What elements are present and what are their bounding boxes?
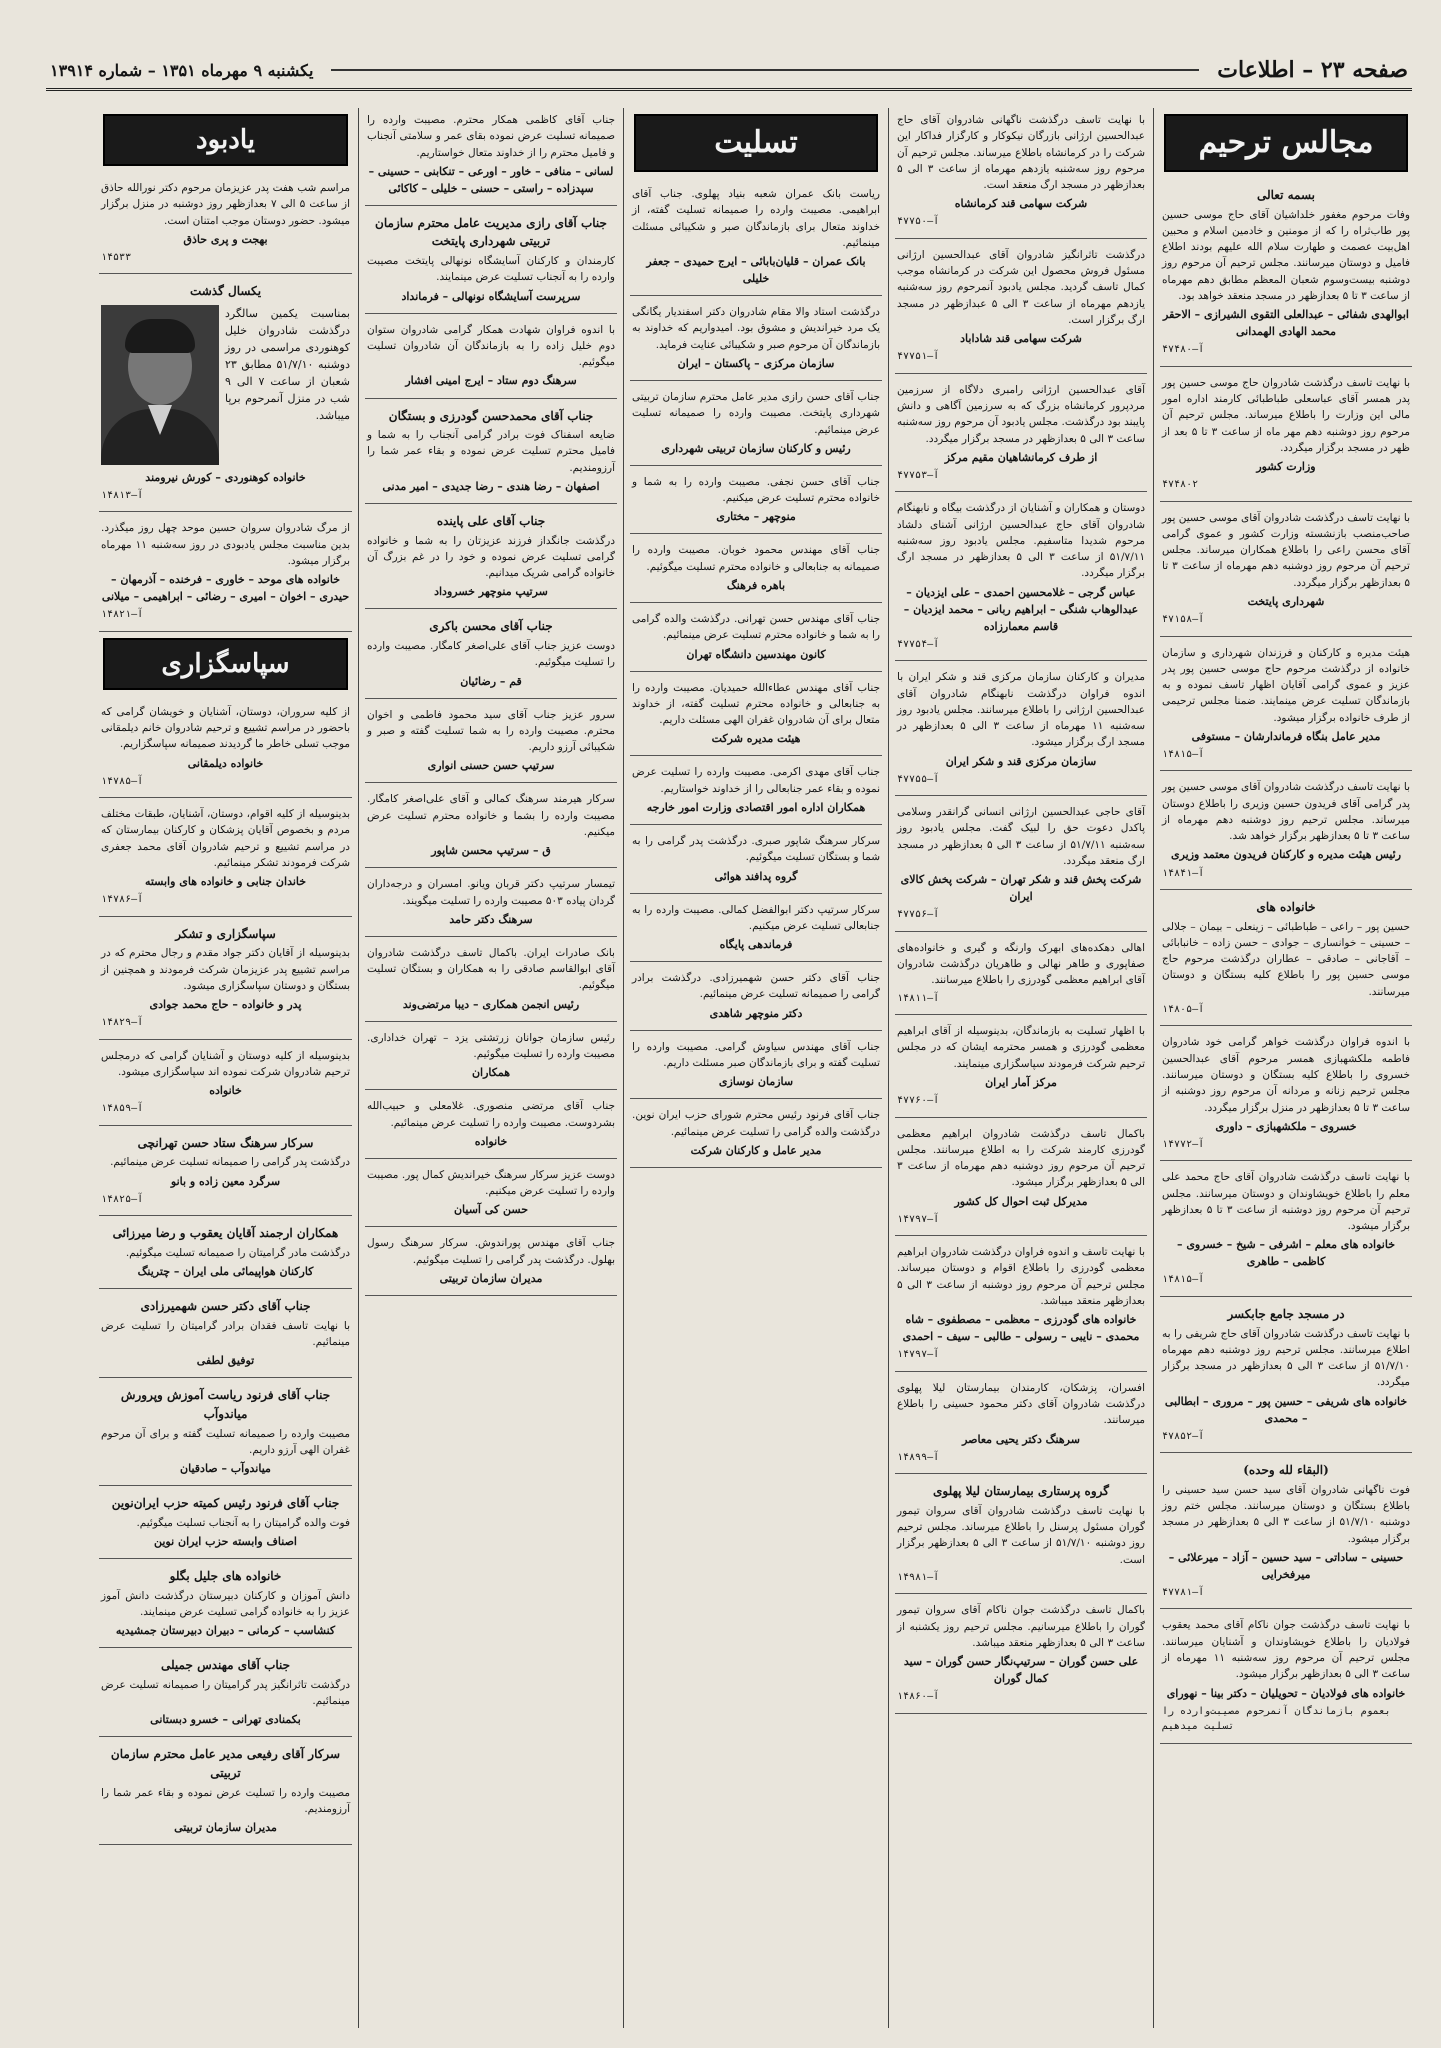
notice-item <box>99 516 352 631</box>
notice-body: درگذشت استاد والا مقام شادروان دکتر اسفندیار یگانگی یک مرد خیراندیش و مشوق بود. امیدواریم که خداوند به بازماندگان آن مرحوم صبر و شکیبائی عنایت فرماید. <box>632 306 880 351</box>
notice-code: بعموم بازماندگان آنمرحوم مصیبت‌وارده را تسلیت میدهیم <box>1162 1705 1391 1733</box>
column-4 <box>358 108 623 2028</box>
notice-body: جناب آقای مرتضی منصوری. غلامعلی و حبیب‌الله بشردوست. مصیبت وارده را تسلیت عرض مینمائیم. <box>367 1100 615 1129</box>
notice-body: باکمال تاسف درگذشت جوان ناکام آقای سروان تیمور گوران را باطلاع میرسانیم. مجلس ترحیم روز یکشنبه از ساعت ۳ الی ۵ بعدازظهر منعقد میباشد. <box>897 1604 1145 1649</box>
notice-signature: سرتیپ منوچهر خسروداد <box>434 585 548 599</box>
notice-signature: ق – سرتیپ محسن شاپور <box>431 844 551 858</box>
notice-title: جناب آقای رازی مدیریت عامل محترم سازمان تربیتی شهرداری پایتخت <box>375 215 607 249</box>
notice-item <box>630 385 882 466</box>
notice-item <box>630 1103 882 1168</box>
notice-body: بدینوسیله از آقایان دکتر جواد مقدم و رجال محترم که در مراسم تشییع پدر عزیزمان شرکت فرمودند و همچنین از بستگان و دوستان سپاسگزاری میشود. <box>101 947 350 992</box>
notice-item <box>1160 1301 1412 1453</box>
notice-signature: همکاران اداره امور اقتصادی وزارت امور خارجه <box>646 800 866 814</box>
notice-code: آ–۱۴۷۹۷ <box>897 1213 940 1225</box>
header-tasliat: تسلیت <box>634 114 878 172</box>
notice-body: دوست عزیز سرکار سرهنگ خیراندیش کمال پور. مصیبت وارده را تسلیت عرض میکنیم. <box>367 1168 615 1198</box>
notice-item <box>365 403 617 504</box>
notice-item <box>1160 1165 1412 1297</box>
column-majales-tarhim <box>1153 108 1418 2028</box>
notice-body: وفات مرحوم مغفور خلداشیان آقای حاج موسی حسین پور طاب‌ثراه را که از مومنین و خادمین اسلام و محبین اهل‌بیت عصمت و طهارت سلام الله علیهم بودند اطلاع فامیل و دوستان میرسانند. مجلس ترحیم آن مرحوم روز دوشنبه بیست‌وسوم شعبان المعظم مطابق دهم مهرماه از ساعت ۳ تا ۵ بعدازظهر در مسجد منعقد خواهد بود. <box>1162 208 1410 302</box>
notice-item <box>1160 1030 1412 1161</box>
notice-item <box>1160 1613 1412 1743</box>
notice-body: سرور عزیز جناب آقای سید محمود فاطمی و اخوان محترم. مصیبت وارده را به شما تسلیت گفته و صبر و شکیبائی آرزو داریم. <box>367 708 615 754</box>
portrait-block <box>101 305 350 465</box>
notice-signature: کارکنان هواپیمائی ملی ایران – چترینگ <box>137 1265 314 1279</box>
notice-item <box>99 176 352 274</box>
notice-body: فوت والده گرامیتان را به آنجناب تسلیت میگوئیم. <box>136 1516 350 1529</box>
notice-code: آ–۴۷۷۵۵ <box>897 773 940 785</box>
notice-body: از مرگ شادروان سروان حسین موحد چهل روز میگذرد. بدین مناسبت مجلس یادبودی در روز سه‌شنبه ۱۱ مهرماه برگزار میشود. <box>101 522 350 568</box>
notice-title: جناب آقای محمدحسن گودرزی و بستگان <box>388 408 594 423</box>
notice-signature: همکاران <box>471 1066 511 1080</box>
notice-item <box>1160 1457 1412 1609</box>
notice-item <box>630 538 882 603</box>
notice-body: مدیران و کارکنان سازمان مرکزی قند و شکر ایران با اندوه فراوان درگذشت نابهنگام شادروان آقای عبدالحسین ارژانی را باطلاع میرسانند. مجلس یادبود روز سه‌شنبه ۱۱ مهرماه از ساعت ۳ الی ۵ بعدازظهر در مسجد ارگ برگزار میشود. <box>897 671 1146 749</box>
notice-item <box>365 108 617 206</box>
notice-signature: از طرف کرمانشاهیان مقیم مرکز <box>944 450 1098 464</box>
notice-item <box>1160 506 1412 637</box>
notice-item <box>630 607 882 672</box>
notice-body: اهالی دهکده‌های ابهرک وارنگه و گیری و خانواده‌های صفاپوری و طاهر نهالی و طاهریان درگذشت شادروان آقای ابراهیم معظمی گودرزی را باطلاع میرسانند. <box>897 941 1145 987</box>
notice-item <box>895 800 1147 932</box>
notice-signature: سرپرست آسایشگاه نونهالی – فرمانداد <box>401 289 581 303</box>
notice-item <box>365 318 617 399</box>
notice-signature: حسینی – ساداتی – سید حسین – آزاد – میرعلائی – میرفخرایی <box>1168 1550 1404 1581</box>
notice-body: درگذشت جانگداز فرزند عزیزتان را به شما و خانواده گرامی تسلیت عرض نموده و خود را در غم بزرگ آن خانواده گرامی شریک میدانیم. <box>367 534 615 580</box>
notice-code: آ–۴۷۴۸۰ <box>1162 344 1205 356</box>
notice-item <box>630 676 882 757</box>
notice-signature: مدیران سازمان تربیتی <box>174 1821 277 1835</box>
notice-body: باکمال تاسف درگذشت شادروان ابراهیم معظمی گودرزی کارمند شرکت را به اطلاع میرسانند. مجلس ترحیم آن مرحوم روز دوشنبه دهم مهرماه از ساعت ۳ الی ۵ بعدازظهر برگزار میشود. <box>897 1127 1145 1189</box>
notice-body: بمناسبت یکمین سالگرد درگذشت شادروان خلیل کوهنوردی مراسمی در روز دوشنبه ۵۱/۷/۱۰ مطابق ۲۳ شعبان از ساعت ۷ الی ۹ شب در منزل آنمرحوم برپا میباشد. <box>225 306 350 423</box>
notice-title: خانواده های <box>1256 900 1316 915</box>
notice-title: در مسجد جامع جابکسر <box>1227 1306 1345 1321</box>
notice-body: مصیبت وارده را تسلیت عرض نموده و بقاء عمر شما را آرزومندیم. <box>101 1786 350 1815</box>
notice-item <box>895 1478 1147 1594</box>
notice-body: جناب آقای مهندس حسن تهرانی. درگذشت والده گرامی را به شما و خانواده محترم تسلیت عرض مینمائیم. <box>632 613 880 642</box>
notice-signature: شهرداری پایتخت <box>1247 594 1325 608</box>
notice-signature: کنشاسب – کرمانی – دبیران دبیرستان جمشیدیه <box>115 1624 336 1638</box>
notice-item <box>630 182 882 296</box>
notice-code: آ–۱۴۷۸۵ <box>101 775 144 787</box>
notice-code: آ–۴۷۷۸۱ <box>1162 1586 1205 1598</box>
notice-item <box>99 921 352 1040</box>
notice-body: جناب آقای حسن نجفی. مصیبت وارده را به شما و خانواده محترم تسلیت عرض میکنیم. <box>632 475 880 505</box>
notice-signature: خاندان جنابی و خانواده های وابسته <box>144 875 307 889</box>
notice-item <box>99 1652 352 1737</box>
notice-title: سپاسگزاری و تشکر <box>175 926 276 941</box>
notice-signature: لسانی – منافی – خاور – اورعی – تنکابنی – حسینی – سپدزاده – راستی – حسنی – خلیلی – کاکائی <box>368 164 614 195</box>
notice-signature: خانواده های گودرزی – معظمی – مصطفوی – شاه محمدی – نایبی – رسولی – طالبی – سیف – احمدی <box>902 1313 1140 1344</box>
notice-signature: باهره فرهنگ <box>726 578 786 592</box>
notice-signature: خانواده دیلمقانی <box>187 756 264 770</box>
notice-code: آ–۱۴۸۲۹ <box>101 1017 144 1029</box>
notice-item <box>1160 182 1412 367</box>
notice-item <box>365 613 617 698</box>
issue-date-label: یکشنبه ۹ مهرماه ۱۳۵۱ – شماره ۱۳۹۱۴ <box>50 60 314 80</box>
notice-title: جناب آقای مهندس جمیلی <box>160 1658 291 1673</box>
notice-item <box>365 210 617 314</box>
notice-body: با نهایت تاسف درگذشت شادروان آقای حاج شریفی را به اطلاع میرسانند. مجلس ترحیم روز دوشنبه دهم مهرماه ۵۱/۷/۱۰ از ساعت ۳ الی ۵ بعدازظهر در مسجد برگزار میگردد. <box>1162 1327 1410 1389</box>
notice-item <box>895 1598 1147 1713</box>
notice-item <box>99 278 352 512</box>
notice-signature: رئیس هیئت مدیره و کارکنان فریدون معتمد وزیری <box>1170 848 1402 862</box>
notice-body: با نهایت تاسف درگذشت جوان ناکام آقای محمد یعقوب فولادیان را باطلاع خویشاوندان و آشنایان میرسانند. مجلس ترحیم آن مرحوم روز سه‌شنبه ۱۱ مهرماه از ساعت ۳ الی ۵ بعدازظهر برگزار میشود. <box>1162 1619 1410 1681</box>
notice-signature: شرکت سهامی قند شاداباد <box>960 332 1082 346</box>
notice-signature: سرگرد معین زاده و بانو <box>170 1174 281 1188</box>
notice-title: گروه پرستاری بیمارستان لیلا پهلوی <box>933 1484 1109 1499</box>
notice-signature: سازمان مرکزی – پاکستان – ایران <box>677 356 835 370</box>
notice-body: آقای عبدالحسین ارژانی رامبری دلاگاه از سرزمین مردپرور کرمانشاه بزرگ که به سرزمین آگاهی و دانش پایبند بود درگذشت. مجلس یادبود آن مرحوم روز سه‌شنبه ساعت ۳ الی ۵ بعدازظهر در مسجد برگزار میگردد. <box>897 383 1145 445</box>
notice-body: کارمندان و کارکنان آسایشگاه نونهالی پایتخت مصیبت وارده را به آنجناب تسلیت عرض مینمایند. <box>367 255 615 284</box>
notice-code: آ–۱۴۸۱۵ <box>1162 748 1205 760</box>
notice-signature: مدیر عامل و کارکنان شرکت <box>690 1143 822 1157</box>
notice-signature: علی حسن گوران – سرتیپ‌نگار حسن گوران – سید کمال گوران <box>903 1655 1139 1686</box>
notice-body: درگذشت پدر گرامی را صمیمانه تسلیت عرض مینمائیم. <box>110 1156 350 1169</box>
notice-body: تیمسار سرتیپ دکتر قربان ویانو. امسران و درجه‌داران گردان پیاده ۵۰۳ مصیبت وارده را تسلیت میگویند. <box>367 878 615 907</box>
notice-item <box>99 802 352 917</box>
notice-body: ریاست بانک عمران شعبه بنیاد پهلوی. جناب آقای ابراهیمی. مصیبت وارده را صمیمانه تسلیت گفته، از خداوند متعال برای بازماندگان صبر و شکیبائی مسئلت مینمائیم. <box>632 188 880 249</box>
notice-signature: مدیر عامل بنگاه فرماندارشان – مستوفی <box>1191 729 1381 743</box>
notice-body: سرکار سرهنگ شاپور صبری. درگذشت پدر گرامی را به شما و بستگان تسلیت میگوئیم. <box>632 835 880 864</box>
notice-signature: مدیرکل ثبت احوال کل کشور <box>954 1194 1088 1208</box>
notice-code: آ–۴۷۷۵۳ <box>897 469 940 481</box>
notice-list <box>99 176 352 1845</box>
notice-title: یکسال گذشت <box>189 284 262 299</box>
notice-item <box>99 1382 352 1486</box>
notice-title: جناب آقای فرنود رئیس کمیته حزب ایران‌نوین <box>111 1496 340 1511</box>
notice-list <box>1160 182 1412 1744</box>
notice-item <box>895 1240 1147 1372</box>
notice-body: درگذشت مادر گرامیتان را صمیمانه تسلیت میگوئیم. <box>125 1246 350 1259</box>
notice-title: (البقاء لله وحده) <box>1243 1463 1329 1478</box>
column-tasliat <box>623 108 888 2028</box>
notice-body: از کلیه سروران، دوستان، آشنایان و خویشان گرامی که باحضور در مراسم تشییع و ترحیم شادروان خانم دیلمقانی موجب تسلی خاطر ما گردیدند صمیمانه سپاسگزاریم. <box>101 705 350 751</box>
notice-body: بدینوسیله از کلیه اقوام، دوستان، آشنایان، طبقات مختلف مردم و بخصوص آقایان پزشکان و کارکنان بیمارستان که در مراسم تشییع و ترحیم شادروان آقای محمد جعفری شرکت فرمودند تشکر مینمائیم. <box>101 808 350 870</box>
notice-body: درگذشت تاثرانگیز شادروان آقای عبدالحسین ارژانی مسئول فروش محصول این شرکت در کرمانشاه موجب کمال تاسف گردید. مجلس یادبود آنمرحوم روز سه‌شنبه یازدهم مهرماه از ساعت ۳ الی ۵ عبدازظهر در مسجد ارگ برگزار است. <box>897 248 1146 326</box>
notice-body: مراسم شب هفت پدر عزیزمان مرحوم دکتر نورالله حاذق از ساعت ۵ الی ۷ بعدازظهر روز دوشنبه در منزل برگزار میشود. حضور دوستان موجب امتنان است. <box>101 182 350 227</box>
notice-code: آ–۱۴۸۵۹ <box>101 1103 144 1115</box>
notice-code: آ–۴۷۱۵۸ <box>1162 614 1205 626</box>
notice-title: جناب آقای دکتر حسن شهمیرزادی <box>140 1299 311 1314</box>
notice-item <box>99 1220 352 1289</box>
notice-item <box>99 1130 352 1216</box>
notice-code: آ–۴۷۷۵۰ <box>897 216 940 228</box>
notice-body: جناب آقای مهدی اکرمی. مصیبت وارده را تسلیت عرض نموده و بقاء عمر جنابعالی را از خداوند خواستاریم. <box>632 766 880 795</box>
notice-body: رئیس سازمان جوانان زرتشتی یزد – تهران خداداری. مصیبت وارده را تسلیت میگوئیم. <box>367 1031 615 1060</box>
notice-item <box>895 936 1147 1015</box>
notice-item <box>99 1741 352 1845</box>
header-yadbood: یادبود <box>103 114 348 166</box>
notice-body: بدینوسیله از کلیه دوستان و آشنایان گرامی که درمجلس ترحیم شادروان شرکت نموده اند سپاسگزاری میشود. <box>101 1049 350 1079</box>
notice-list <box>895 108 1147 1714</box>
notice-signature: خانواده <box>209 1084 242 1098</box>
notice-code: آ–۱۴۷۷۲ <box>1162 1138 1205 1150</box>
notice-signature: وزارت کشور <box>1256 460 1316 474</box>
notice-code: آ–۴۷۸۵۲ <box>1162 1430 1205 1442</box>
notice-item <box>895 108 1147 239</box>
notice-code: آ–۱۴۸۱۵ <box>1162 1274 1205 1286</box>
notice-signature: قم – رضائیان <box>460 674 522 688</box>
notice-body: حسین پور – راعی – طباطبائی – زینعلی – بیمان – جلالی – حسینی – خوانساری – جوادی – حسن زاده – خانبابائی – آقاجانی – صادقی – عطاران درگذشت مرحوم حاج موسی حسین پور را باطلاع کلیه بستگان و دوستان میرسانند. <box>1162 920 1410 998</box>
page-number-label: صفحه ۲۳ – اطلاعات <box>1217 57 1408 83</box>
notice-title: جناب آقای محسن باکری <box>429 619 553 634</box>
notice-item <box>630 760 882 825</box>
notice-title: خانواده های جلیل بگلو <box>169 1569 282 1583</box>
notice-code: آ–۱۴۸۱۱ <box>897 992 940 1004</box>
notice-item <box>99 1563 352 1648</box>
notice-body: جناب آقای فرنود رئیس محترم شورای حزب ایران نوین. درگذشت والده گرامی را تسلیت عرض مینمائیم. <box>632 1109 880 1138</box>
notice-code: آ–۱۴۷۸۶ <box>101 894 144 906</box>
notice-item <box>99 1490 352 1559</box>
notice-item <box>365 1026 617 1091</box>
masthead-rule <box>331 69 1199 71</box>
notice-code: آ–۴۷۷۶۰ <box>897 1095 940 1106</box>
notice-item <box>630 966 882 1031</box>
notice-body: مصیبت وارده را صمیمانه تسلیت گفته و برای آن مرحوم غفران الهی آرزو داریم. <box>101 1427 350 1456</box>
notice-signature: سرهنگ دوم ستاد – ایرج امینی افشار <box>405 374 577 388</box>
notice-signature: مدیران سازمان تربیتی <box>439 1271 543 1285</box>
notice-item <box>365 941 617 1022</box>
notice-code: آ–۴۷۷۵۴ <box>897 638 940 650</box>
notice-body: جناب آقای مهندس محمود خوبان. مصیبت وارده را صمیمانه به جنابعالی و خانواده محترم تسلیت میگوئیم. <box>632 544 880 573</box>
notice-item <box>1160 775 1412 890</box>
notice-body: افسران، پزشکان، کارمندان بیمارستان لیلا پهلوی درگذشت شادروان آقای دکتر محمود حسینی را باطلاع میرسانند. <box>897 1381 1145 1427</box>
notice-item <box>1160 641 1412 772</box>
notice-title: سرکار آقای رفیعی مدیر عامل محترم سازمان تربیتی <box>110 1747 341 1780</box>
notice-body: بانک صادرات ایران. باکمال تاسف درگذشت شادروان آقای ابوالقاسم صادقی را به همکاران و بستگان تسلیت میگوئیم. <box>367 946 615 992</box>
notice-code: آ–۱۴۸۴۱ <box>1162 867 1205 879</box>
notice-signature: اصناف وابسته حزب ایران نوین <box>154 1534 297 1548</box>
column-yadbood <box>93 108 358 2028</box>
notice-item <box>365 508 617 609</box>
notice-signature: خانواده های معلم – اشرفی – شیخ – خسروی – کاظمی – طاهری <box>1176 1238 1395 1269</box>
notice-body: با نهایت تاسف و اندوه فراوان درگذشت شادروان ابراهیم معظمی گودرزی را باطلاع اقوام و دوستان میرساند. مجلس ترحیم آن مرحوم روز دوشنبه از ساعت ۳ الی ۵ بعدازظهر منعقد میباشد. <box>897 1246 1145 1307</box>
notice-item <box>365 872 617 937</box>
notice-body: سرکار سرتیپ دکتر ابوالفضل کمالی. مصیبت وارده را به جنابعالی تسلیت عرض میکنیم. <box>632 903 880 932</box>
notice-body: فوت ناگهانی شادروان آقای سید حسن سید حسینی را باطلاع بستگان و دوستان میرسانند. مجلس ختم روز دوشنبه ۵۱/۷/۱۰ از ساعت ۳ الی ۵ بعدازظهر در مسجد برگزار میشود. <box>1162 1483 1411 1545</box>
notice-signature: هیئت مدیره شرکت <box>711 732 801 746</box>
notice-title: بسمه تعالی <box>1256 188 1316 202</box>
notice-item <box>630 470 882 535</box>
notice-body: درگذشت تاثرانگیز پدر گرامیتان را صمیمانه تسلیت عرض مینمائیم. <box>101 1678 350 1708</box>
notice-body: با اظهار تسلیت به بازماندگان، بدینوسیله از آقای ابراهیم معظمی گودرزی و همسر محترمه ایشان که در مجلس ترحیم شرکت فرمودند سپاسگزاری مینمایند. <box>897 1025 1145 1070</box>
notice-body: جناب آقای مهندس پوراندوش. سرکار سرهنگ رسول بهلول. درگذشت پدر گرامی را تسلیت میگوئیم. <box>367 1237 615 1266</box>
notice-title: سرکار سرهنگ ستاد حسن تهرانچی <box>137 1135 314 1150</box>
notice-body: جناب آقای حسن رازی مدیر عامل محترم سازمان تربیتی شهرداری پایتخت. مصیبت وارده را صمیمانه تسلیت عرض مینمائیم. <box>632 391 880 436</box>
notice-item <box>895 1122 1147 1237</box>
notice-code: ۱۴۵۳۳ <box>101 251 132 263</box>
notice-body: جناب آقای مهندس عطاءالله حمیدیان. مصیبت وارده را به جنابعالی و خانواده محترم تسلیت گفته، از خداوند متعال برای آن شادروان غفران الهی مسئلت داریم. <box>632 681 880 727</box>
notice-item <box>365 703 617 784</box>
notice-signature: کانون مهندسین دانشگاه تهران <box>686 647 826 661</box>
notice-title: همکاران ارجمند آقایان یعقوب و رضا میرزائی <box>112 1226 339 1241</box>
notice-code: آ–۴۷۷۵۱ <box>897 351 940 363</box>
notice-signature: فرماندهی پایگاه <box>719 938 793 952</box>
masthead <box>46 52 1412 91</box>
notice-body: آقای حاجی عبدالحسین ارژانی انسانی گرانقدر وسلامی پاکدل دعوت حق را لبیک گفت. مجلس یادبود روز سه‌شنبه ۵۱/۷/۱۱ از ساعت ۳ الی ۵ بعدازظهر در مسجد ارگ منعقد میگردد. <box>897 806 1145 867</box>
notice-signature: رئیس انجمن همکاری – دیبا مرتضی‌وند <box>402 997 580 1011</box>
notice-item <box>630 829 882 894</box>
notice-body: با نهایت تاسف درگذشت ناگهانی شادروان آقای حاج عبدالحسین ارژانی بازرگان نیکوکار و کارگزار فداکار این شرکت را در کرمانشاه باطلاع میرساند. مجلس ترحیم آن مرحوم روز سه‌شنبه یازدهم مهرماه از ساعت ۳ الی ۵ بعدازظهر در مسجد ارگ منعقد است. <box>897 114 1145 192</box>
notice-signature: خانواده های فولادیان – تحویلیان – دکتر بینا – نهورای <box>1166 1686 1406 1700</box>
notice-signature: شرکت پخش قند و شکر تهران – شرکت پخش کالای ایران <box>900 873 1142 904</box>
notice-body: با نهایت تاسف درگذشت شادروان آقای موسی حسین پور پدر گرامی آقای فریدون حسین وزیری را باطلاع دوستان میرساند. مجلس ترحیم روز دوشنبه دهم مهرماه از ساعت ۳ تا ۵ بعدازظهر برگزار خواهد شد. <box>1161 781 1410 843</box>
notice-body: با نهایت تاسف درگذشت شادروان آقای حاج محمد علی معلم را باطلاع خویشاوندان و دوستان میرسانند. مجلس ترحیم آن مرحوم روز دوشنبه از ساعت ۳ تا ۵ بعدازظهر برگزار میشود. <box>1162 1171 1410 1233</box>
notice-signature: بانک عمران – قلیان‌بابائی – ایرج حمیدی – جعفر خلیلی <box>646 255 866 286</box>
notice-body: دانش آموزان و کارکنان دبیرستان درگذشت دانش آموز عزیز را به خانواده گرامی تسلیت عرض مینمایند. <box>101 1589 350 1618</box>
column-2 <box>888 108 1153 2028</box>
notice-title: جناب آقای علی پاینده <box>436 513 546 528</box>
header-majales-tarhim: مجالس ترحیم <box>1164 114 1408 172</box>
notice-code: آ–۱۴۸۹۹ <box>897 1451 940 1463</box>
notice-item <box>895 496 1147 661</box>
notice-signature: خانواده های موحد – خاوری – فرخنده – آذرمهان – حیدری – اخوان – امیری – رضائی – ابراهیمی – میلانی <box>101 573 350 604</box>
notice-body: جناب آقای مهندس سیاوش گرامی. مصیبت وارده را تسلیت گفته و برای بازماندگان صبر مسئلت داریم. <box>632 1040 880 1069</box>
notice-item <box>365 1094 617 1159</box>
notice-body: با نهایت تاسف فقدان برادر گرامیتان را تسلیت عرض مینمائیم. <box>101 1319 350 1349</box>
notice-code: آ–۱۴۸۶۰ <box>897 1691 940 1703</box>
notice-item <box>895 378 1147 493</box>
notice-code: آ–۱۴۸۲۵ <box>101 1193 144 1205</box>
portrait-photo <box>101 305 219 465</box>
notice-signature: خانواده <box>474 1134 508 1148</box>
notice-signature: عباس گرجی – غلامحسین احمدی – علی ایزدیان – عبدالوهاب شنگی – ابراهیم ربانی – محمد ایزدیان – قاسم معمارزاده <box>903 585 1139 633</box>
notice-item <box>895 243 1147 374</box>
notice-signature: خانواده های شریفی – حسین پور – مروری – ابطالبی – محمدی <box>1164 1394 1408 1425</box>
notice-body: با اندوه فراوان درگذشت خواهر گرامی خود شادروان فاطمه ملکشهبازی همسر مرحوم آقای عبدالحسین خسروی را باطلاع کلیه بستگان و دوستان میرسانند. مجلس ترحیم زنانه و مردانه آن مرحوم روز دوشنبه از ساعت ۳ تا ۵ بعدازظهر در منزل برگزار میگردد. <box>1162 1036 1410 1114</box>
notice-signature: خانواده کوهنوردی – کورش نیرومند <box>145 470 306 484</box>
notice-signature: سرهنگ دکتر یحیی معاصر <box>962 1432 1080 1446</box>
notice-signature: خسروی – ملکشهبازی – داوری <box>1215 1119 1357 1133</box>
notice-body: با نهایت تاسف درگذشت شادروان آقای سروان تیمور گوران مسئول پرسنل را باطلاع میرساند. مجلس ترحیم روز دوشنبه ۵۱/۷/۱۰ از ساعت ۳ الی ۵ بعدازظهر برگزار است. <box>897 1504 1146 1566</box>
notice-signature: منوچهر – مختاری <box>716 510 796 524</box>
notice-title: جناب آقای فرنود ریاست آموزش وپرورش میاندوآب <box>120 1388 331 1421</box>
notice-signature: مرکز آمار ایران <box>985 1075 1057 1089</box>
columns-container <box>40 108 1418 2028</box>
notice-body: دوستان و همکاران و آشنایان از درگذشت بیگاه و نابهنگام شادروان آقای حاج عبدالحسین ارژانی آشنای دلشاد مرحوم شدیدا متاسفیم. مجلس یادبود روز سه‌شنبه ۵۱/۷/۱۱ از ساعت ۳ الی ۵ بعدازظهر در مسجد ارگ برگزار میگردد. <box>897 502 1146 580</box>
notice-item <box>365 1163 617 1228</box>
notice-body: با نهایت تاسف درگذشت شادروان آقای موسی حسین پور صاحب‌منصب بازنشسته وزارت کشور و عموی گرامی آقای محسن راعی را باطلاع همکاران میرساند. مجلس ترحیم آن مرحوم روز دوشنبه دهم مهرماه از ساعت ۳ تا ۵ بعدازظهر برگزار میگردد. <box>1161 511 1410 589</box>
notice-body: سرکار هیرمند سرهنگ کمالی و آقای علی‌اصغر کامگار. مصیبت وارده را بشما و خانواده محترم تسلیت عرض میکنیم. <box>367 793 615 838</box>
notice-item <box>895 1376 1147 1474</box>
notice-signature: سرهنگ دکتر حامد <box>449 912 533 926</box>
notice-signature: توفیق لطفی <box>196 1354 255 1368</box>
notice-item <box>630 300 882 381</box>
notice-item <box>630 898 882 963</box>
notice-signature: حسن کی آسیان <box>453 1203 529 1217</box>
header-sepasgozari: سپاسگزاری <box>103 638 348 690</box>
notice-list <box>365 108 617 1296</box>
notice-item <box>895 665 1147 796</box>
notice-signature: سازمان مرکزی قند و شکر ایران <box>945 754 1097 768</box>
notice-body: با اندوه فراوان شهادت همکار گرامی شادروان ستوان دوم خلیل زاده را به بازماندگان آن شادروان تسلیت میگوئیم. <box>367 323 615 369</box>
notice-signature: گروه پدافند هوائی <box>714 869 798 883</box>
notice-code: آ–۱۴۷۹۷ <box>897 1349 940 1361</box>
notice-item <box>99 1044 352 1126</box>
notice-item <box>895 1019 1147 1117</box>
notice-code: آ–۱۴۹۸۱ <box>897 1571 940 1583</box>
notice-code: آ–۴۷۷۵۶ <box>897 909 940 921</box>
notice-signature: شرکت سهامی قند کرمانشاه <box>954 197 1088 211</box>
notice-code: آ–۱۴۸۲۱ <box>101 609 144 621</box>
notice-signature: میاندوآب – صادقیان <box>180 1462 271 1476</box>
notice-list <box>630 182 882 1168</box>
notice-code: آ–۱۴۸۰۵ <box>1162 1003 1205 1015</box>
notice-signature: پدر و خانواده – حاج محمد جوادی <box>149 998 302 1012</box>
notice-body: جناب آقای دکتر حسن شهمیرزادی. درگذشت برادر گرامی را صمیمانه تسلیت عرض مینمائیم. <box>632 972 880 1001</box>
notice-item <box>99 1293 352 1378</box>
notice-signature: ابوالهدی شفائی – عبدالعلی التقوی الشیرازی – الاحقر محمد الهادی الهمدانی <box>1163 308 1409 339</box>
notice-signature: اصفهان – رضا هندی – رضا جدیدی – امیر مدنی <box>382 479 600 493</box>
notice-item <box>99 700 352 798</box>
notice-body: دوست عزیز جناب آقای علی‌اصغر کامگار. مصیبت وارده را تسلیت میگوئیم. <box>367 639 615 669</box>
notice-item <box>365 1231 617 1296</box>
notice-signature: دکتر منوچهر شاهدی <box>709 1006 803 1020</box>
notice-code: آ–۱۴۸۱۳ <box>101 489 144 501</box>
notice-signature: رئیس و کارکنان سازمان تربیتی شهرداری <box>661 441 851 455</box>
notice-item <box>1160 894 1412 1026</box>
notice-item <box>1160 371 1412 502</box>
notice-item <box>630 1035 882 1100</box>
notice-signature: بکمنادی تهرانی – خسرو دبستانی <box>150 1713 301 1727</box>
notice-body: با نهایت تاسف درگذشت شادروان حاج موسی حسین پور پدر همسر آقای عباسعلی طباطبائی کارمند اداره امور مالی این وزارت را باطلاع میرساند. مجلس ترحیم آن مرحوم روز دوشنبه دهم مهر ماه از ساعت ۳ تا ۵ بعد از ظهر در مسجد برگزار میگردد. <box>1162 376 1410 454</box>
notice-item <box>365 787 617 868</box>
notice-body: هیئت مدیره و کارکنان و فرزندان شهرداری و سازمان خانواده از درگذشت مرحوم حاج موسی حسین پور پدر عزیز و عموی گرامی آقایان اظهار تاسف نموده و به بازماندگان تسلیت عرض مینمایند. ضمنا مجلس ترحیمی از طرف خانواده برگزار میشود. <box>1162 646 1410 724</box>
notice-signature: بهجت و پری حاذق <box>183 232 268 246</box>
notice-body: ضایعه اسفناک فوت برادر گرامی آنجناب را به شما و فامیل محترم تسلیت عرض نموده و بقاء عمر شما را آرزومندیم. <box>367 429 615 474</box>
notice-signature: سازمان نوسازی <box>718 1075 794 1089</box>
notice-signature: سرتیپ حسن حسنی انواری <box>427 759 555 773</box>
notice-code: ۴۷۴۸۰۲ <box>1162 479 1199 491</box>
notice-body: جناب آقای کاظمی همکار محترم. مصیبت وارده را صمیمانه تسلیت عرض نموده بقای عمر و سلامتی آنجناب و فامیل محترم را از خداوند متعال خواستاریم. <box>367 114 615 159</box>
